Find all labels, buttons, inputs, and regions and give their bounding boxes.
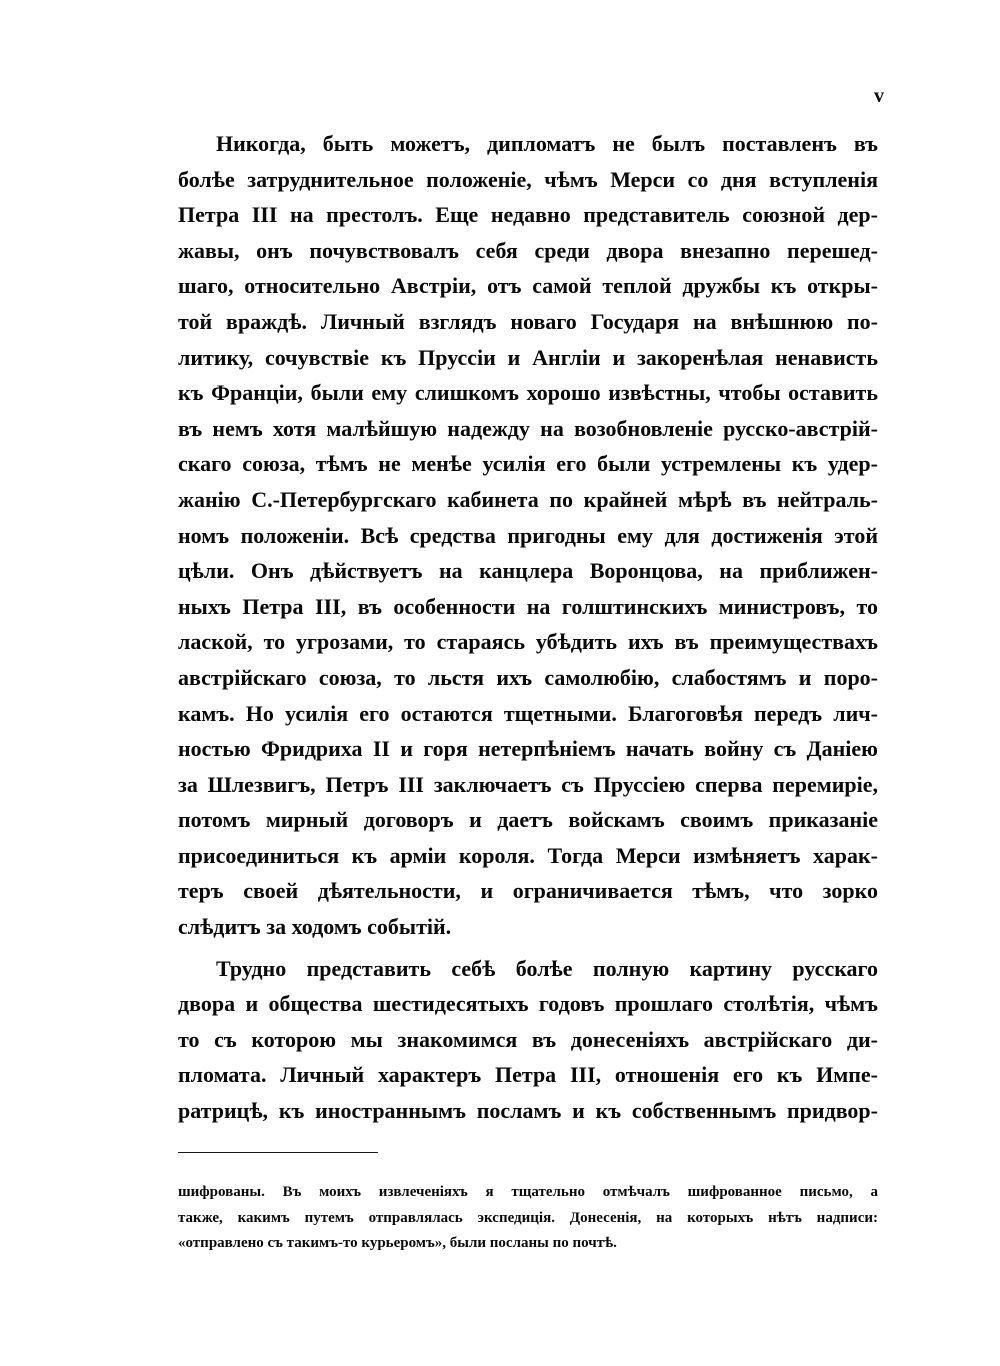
text-line: литику, сочувствiе къ Пруссiи и Англiи и закоренѣлая ненависть <box>178 344 878 370</box>
text-line: скаго союза, тѣмъ не менѣе усилiя его были устремлены къ удер- <box>178 451 878 477</box>
text-line: лаской, то угрозами, то стараясь убѣдить ихъ въ преимуществахъ <box>178 629 878 655</box>
text-line: Петра III на престолъ. Еще недавно представитель союзной дер- <box>178 202 878 228</box>
text-line: ностью Фридриха II и горя нетерпѣнiемъ начать войну съ Данiею <box>178 736 878 762</box>
paragraph-1 <box>178 126 878 945</box>
text-line: пломата. Личный характеръ Петра III, отношенiя его къ Импе- <box>178 1062 878 1088</box>
text-line: ныхъ Петра III, въ особенности на голштинскихъ министровъ, то <box>178 593 878 619</box>
footnote-divider <box>178 1152 378 1153</box>
footnote-line: шифрованы. Въ моихъ извлеченiяхъ я тщательно отмѣчалъ шифрованное письмо, а <box>178 1184 878 1200</box>
text-line: жавы, онъ почувствовалъ себя среди двора внезапно перешед- <box>178 237 878 263</box>
text-line: номъ положенiи. Всѣ средства пригодны ему для достиженiя этой <box>178 522 878 548</box>
text-line: то съ которою мы знакомимся въ донесенiяхъ австрiйскаго ди- <box>178 1026 878 1052</box>
text-line: слѣдитъ за ходомъ событiй. <box>178 914 452 940</box>
page-number: v <box>874 85 884 107</box>
footnote-line: также, какимъ путемъ отправлялась экспедицiя. Донесенiя, на которыхъ нѣтъ надписи: <box>178 1209 878 1226</box>
text-line: теръ своей дѣятельности, и ограничивается тѣмъ, что зорко <box>178 878 878 904</box>
text-line: въ немъ хотя малѣйшую надежду на возобновленiе русско-австрiй- <box>178 415 878 441</box>
text-line: за Шлезвигъ, Петръ III заключаетъ съ Пруссiею сперва перемирiе, <box>178 771 878 797</box>
text-line: камъ. Но усилiя его остаются тщетными. Благоговѣя передъ лич- <box>178 700 878 726</box>
text-line: той враждѣ. Личный взглядъ новаго Государя на внѣшнюю по- <box>178 308 878 334</box>
text-line: ратрицѣ, къ иностраннымъ посламъ и къ собственнымъ придвор- <box>178 1098 878 1124</box>
footnote-line: «отправлено съ такимъ-то курьеромъ», были посланы по почтѣ. <box>178 1235 617 1251</box>
text-line: Трудно представить себѣ болѣе полную картину русскаго <box>216 955 878 981</box>
text-line: австрiйскаго союза, то льстя ихъ самолюбiю, слабостямъ и поро- <box>178 664 878 690</box>
text-line: къ Францiи, были ему слишкомъ хорошо извѣстны, чтобы оставить <box>178 380 878 406</box>
text-line: Никогда, быть можетъ, дипломатъ не былъ поставленъ въ <box>216 131 878 156</box>
text-line: болѣе затруднительное положенiе, чѣмъ Мерси со дня вступленiя <box>178 166 878 192</box>
text-line: присоединиться къ армiи короля. Тогда Мерси измѣняетъ харак- <box>178 842 878 868</box>
paragraph-2 <box>178 951 878 1129</box>
main-text <box>178 126 878 1129</box>
text-line: жанiю С.-Петербургскаго кабинета по крайней мѣрѣ въ нейтраль- <box>178 486 878 512</box>
text-line: шаго, относительно Австрiи, отъ самой теплой дружбы къ откры- <box>178 273 878 299</box>
text-line: потомъ мирный договоръ и даетъ войскамъ своимъ приказанiе <box>178 807 878 833</box>
text-line: двора и общества шестидесятыхъ годовъ прошлаго столѣтiя, чѣмъ <box>178 991 878 1017</box>
footnote <box>178 1180 878 1257</box>
text-line: цѣли. Онъ дѣйствуетъ на канцлера Воронцова, на приближен- <box>178 558 878 584</box>
